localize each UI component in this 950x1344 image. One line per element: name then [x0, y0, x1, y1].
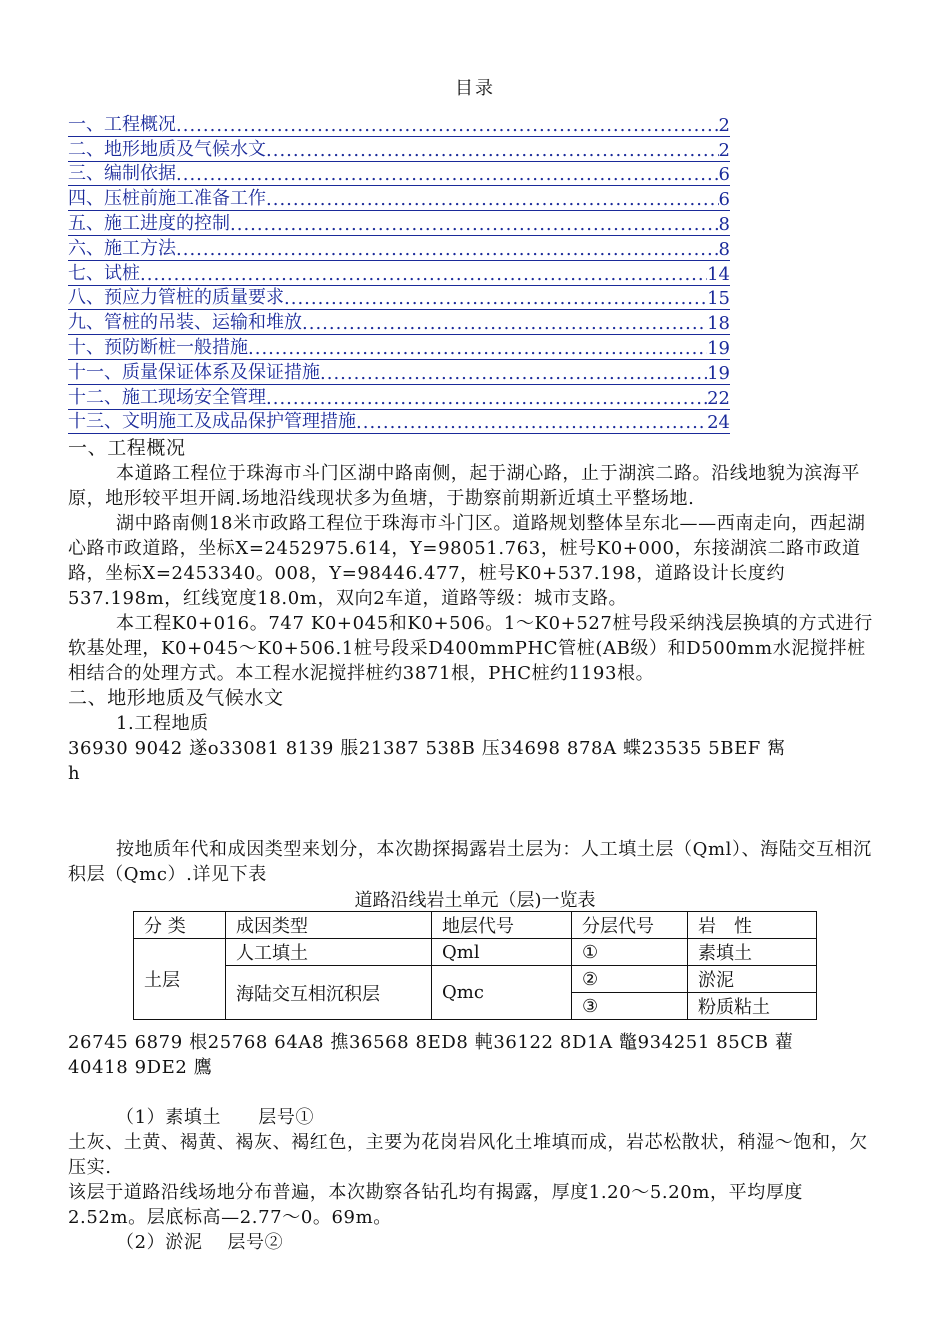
- toc-entry-12[interactable]: 十二、施工现场安全管理 ..... 22: [68, 385, 730, 410]
- garbled-text-line: 26745 6879 根25768 64A8 撨36568 8ED8 軘36122 8D1A 鼈934251 85CB 藋: [68, 1032, 794, 1053]
- strata-table: [133, 911, 817, 1020]
- table-cell-category: 土层: [134, 939, 226, 1020]
- section-1-paragraph-2: 湖中路南侧18米市政路工程位于珠海市斗门区。道路规划整体呈东北——西南走向，西起湖心路市政道路，坐标X=2452975.614，Y=98051.763，桩号K0+000，东接湖滨二路市政道路，坐标X=2453340。008，Y=98446.477，桩号K0+537.198，道路设计长度约537.198m，红线宽度18.0m，双向2车道，道路等级：城市支路。: [68, 513, 866, 609]
- section-1-heading: 一、工程概况: [68, 437, 186, 459]
- toc-entry-9[interactable]: 九、管桩的吊装、运输和堆放 ..... 18: [68, 310, 730, 335]
- toc-entry-7[interactable]: 七、试桩 ..... 14: [68, 261, 730, 286]
- blank-line: [68, 1080, 880, 1105]
- garbled-text-line: h: [68, 763, 81, 784]
- table-header-cell: 分层代号: [572, 912, 688, 939]
- toc-entry-6[interactable]: 六、施工方法 ..... 8: [68, 236, 730, 261]
- table-row: [134, 966, 817, 993]
- table-header-cell: 成因类型: [226, 912, 432, 939]
- table-title: 道路沿线岩土单元（层)一览表: [354, 890, 596, 911]
- layer-1-distribution: 该层于道路沿线场地分布普遍，本次勘察各钻孔均有揭露，厚度1.20～5.20m，平均厚度2.52m。层底标高—2.77～0。69m。: [68, 1182, 804, 1228]
- table-cell-origin: 人工填土: [226, 939, 432, 966]
- table-cell-lithology: 淤泥: [688, 966, 817, 993]
- garbled-text-line: 40418 9DE2 鷹: [68, 1057, 213, 1078]
- section-2-heading: 二、地形地质及气候水文: [68, 687, 284, 709]
- toc-entry-11[interactable]: 十一、质量保证体系及保证措施 ..... 19: [68, 360, 730, 385]
- toc-title: 目录: [455, 78, 495, 99]
- toc-entry-13[interactable]: 十三、文明施工及成品保护管理措施 ..... 24: [68, 410, 730, 435]
- table-cell-code: Qmc: [432, 966, 572, 1020]
- toc-entry-5[interactable]: 五、施工进度的控制 ..... 8: [68, 211, 730, 236]
- table-cell-layer: ①: [572, 939, 688, 966]
- table-cell-lithology: 粉质粘土: [688, 993, 817, 1020]
- toc-entry-8[interactable]: 八、预应力管桩的质量要求 ..... 15: [68, 286, 730, 311]
- toc-entry-2[interactable]: 二、地形地质及气候水文 ..... 2: [68, 137, 730, 162]
- layer-1-description: 土灰、土黄、褐黄、褐灰、褐红色，主要为花岗岩风化土堆填而成，岩芯松散状，稍湿～饱和，欠压实.: [68, 1132, 868, 1178]
- toc-entry-3[interactable]: 三、编制依据 ..... 6: [68, 162, 730, 187]
- layer-2-heading: （2）淤泥 层号②: [116, 1232, 284, 1253]
- toc-entry-10[interactable]: 十、预防断桩一般措施 ..... 19: [68, 335, 730, 360]
- table-of-contents: [68, 112, 730, 434]
- table-cell-layer: ③: [572, 993, 688, 1020]
- section-1-paragraph-3: 本工程K0+016。747 K0+045和K0+506。1～K0+527桩号段采纳浅层换填的方式进行软基处理，K0+045～K0+506.1桩号段采D400mmPHC管桩(AB级）和D500mm水泥搅拌桩相结合的处理方式。本工程水泥搅拌桩约3871根，PHC桩约1193根。: [68, 613, 873, 684]
- section-1: [68, 436, 880, 786]
- toc-entry-1[interactable]: 一、工程概况 ..... 2: [68, 112, 730, 137]
- garbled-text-line: 36930 9042 遂o33081 8139 脹21387 538B 压34698 878A 蝶23535 5BEF 寯: [68, 738, 786, 759]
- table-row: [134, 939, 817, 966]
- strata-intro-paragraph: 按地质年代和成因类型来划分，本次勘探揭露岩土层为：人工填土层（Qml）、海陆交互相沉积层（Qmc）.详见下表: [68, 839, 872, 885]
- layer-1-heading: （1）素填土 层号①: [116, 1107, 315, 1128]
- table-header-row: [134, 912, 817, 939]
- table-cell-lithology: 素填土: [688, 939, 817, 966]
- toc-entry-4[interactable]: 四、压桩前施工准备工作 ..... 6: [68, 186, 730, 211]
- table-header-cell: 地层代号: [432, 912, 572, 939]
- table-header-cell: 岩 性: [688, 912, 817, 939]
- table-cell-origin: 海陆交互相沉积层: [226, 966, 432, 1020]
- table-cell-layer: ②: [572, 966, 688, 993]
- strata-intro: [68, 837, 880, 887]
- table-header-cell: 分 类: [134, 912, 226, 939]
- strata-details: [68, 1030, 880, 1255]
- subsection-heading-geology: 1.工程地质: [116, 713, 209, 734]
- section-1-paragraph-1: 本道路工程位于珠海市斗门区湖中路南侧，起于湖心路，止于湖滨二路。沿线地貌为滨海平原，地形较平坦开阔.场地沿线现状多为鱼塘，于勘察前期新近填土平整场地.: [68, 463, 860, 509]
- table-cell-code: Qml: [432, 939, 572, 966]
